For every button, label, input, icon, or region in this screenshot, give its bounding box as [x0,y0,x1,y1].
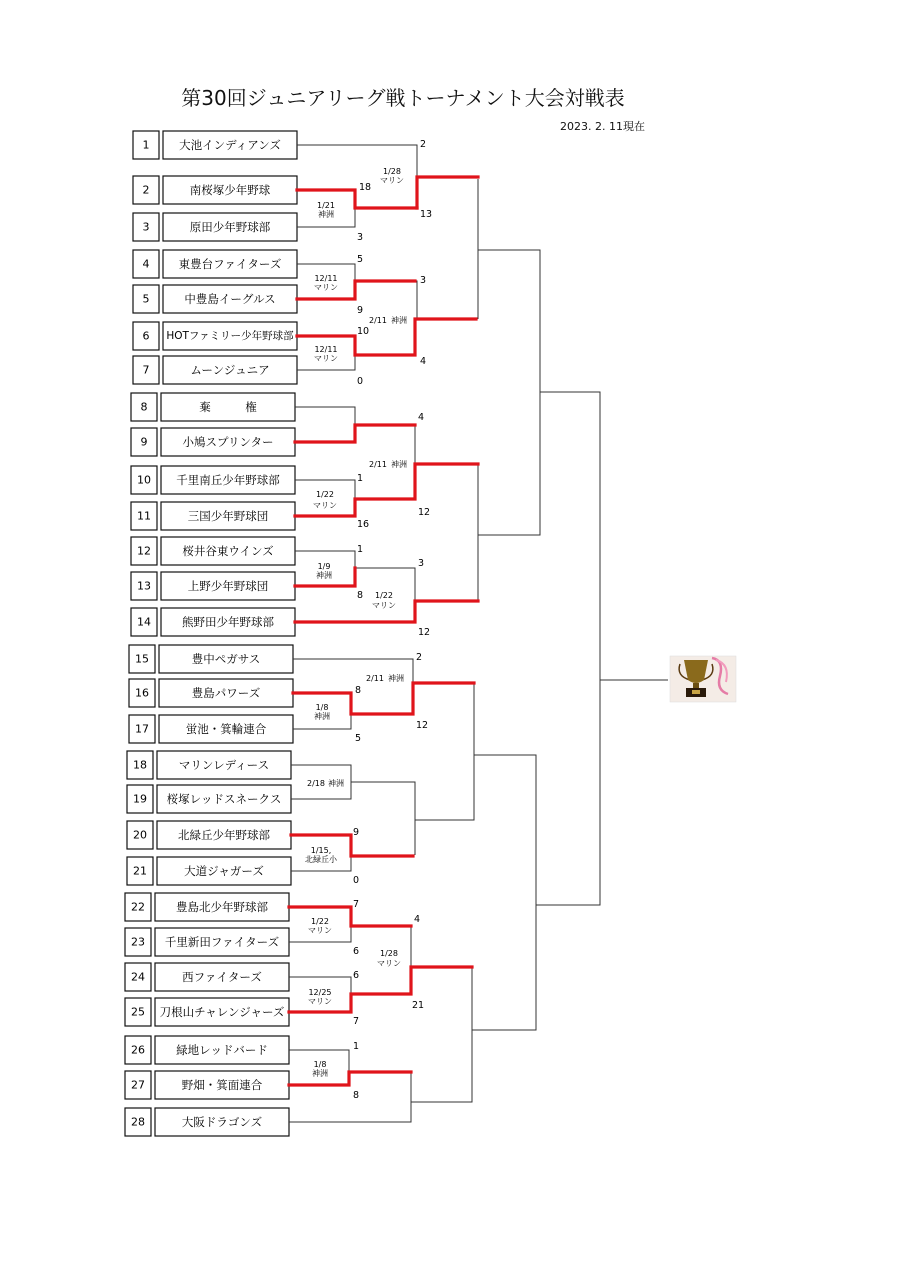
seed-number: 8 [140,400,148,414]
team-name: 棄 権 [199,400,257,414]
seed-number: 6 [142,329,150,343]
score: 4 [418,412,425,423]
winner-path [289,907,411,926]
bracket-line [411,905,536,1102]
match-date: 2/11 [366,674,384,683]
team-name: 刀根山チャレンジャーズ [159,1005,285,1019]
seed-number: 16 [135,686,149,700]
match-date: 1/8 [313,1060,327,1069]
team-name: 上野少年野球団 [187,579,269,593]
team-name: 大阪ドラゴンズ [181,1115,263,1129]
match-venue: 神洲 [314,712,330,721]
team-name: 豊島北少年野球部 [176,900,268,914]
score: 7 [353,899,360,910]
date-stamp: 2023. 2. 11現在 [560,120,645,133]
seed-number: 9 [140,435,148,449]
seed-number: 20 [133,828,147,842]
seed-number: 25 [131,1005,145,1019]
match-venue: マリン [314,283,338,292]
score: 12 [418,507,431,518]
team-row [127,751,291,779]
seed-number: 2 [142,183,150,197]
bracket-line [478,390,540,601]
score: 8 [353,1090,360,1101]
seed-number: 27 [131,1078,145,1092]
team-row [131,502,295,530]
team-row [131,393,295,421]
team-row [127,857,291,885]
team-name: 小鳩スプリンター [182,435,274,449]
seed-number: 17 [135,722,149,736]
bracket-line [295,407,355,442]
score: 6 [353,946,360,957]
team-row [125,1071,289,1099]
bracket-line [351,782,415,855]
bracket-lines [289,145,668,1122]
seed-number: 13 [137,579,151,593]
team-name: 東豊台ファイターズ [178,257,282,271]
match-venue: マリン [308,926,332,935]
winner-path [297,190,417,208]
score: 9 [353,827,360,838]
match-venue: マリン [308,997,332,1006]
team-row [133,285,297,313]
score: 2 [420,139,427,150]
team-row [125,1108,289,1136]
team-row [129,645,293,673]
match-date: 2/18 [307,779,325,788]
team-name: 千里新田ファイターズ [164,935,280,949]
seed-number: 12 [137,544,151,558]
seed-number: 11 [137,509,151,523]
match-venue: 神洲 [312,1069,328,1078]
page-title: 第30回ジュニアリーグ戦トーナメント大会対戦表 [181,86,625,110]
score: 6 [353,970,360,981]
score: 5 [355,733,362,744]
team-name: 豊中ペガサス [191,652,261,666]
team-name: 豊島パワーズ [191,686,261,700]
team-row [133,356,297,384]
bracket-line [355,425,415,464]
team-row [131,466,295,494]
winner-path [417,177,478,208]
seed-number: 3 [142,220,150,234]
bracket-line [415,683,536,905]
match-date: 1/22 [311,917,329,926]
match-venue: マリン [314,354,338,363]
team-row [133,213,297,241]
score: 4 [420,356,427,367]
team-row [133,322,297,350]
score: 18 [359,182,372,193]
team-name: 西ファイターズ [182,970,262,984]
match-date: 1/28 [380,949,398,958]
team-row [125,893,289,921]
match-date: 1/22 [375,591,393,600]
trophy-icon [670,656,736,702]
score: 5 [357,254,364,265]
team-row [133,250,297,278]
score: 12 [416,720,429,731]
team-name: 緑地レッドバード [176,1043,268,1057]
team-row [129,715,293,743]
match-date: 1/22 [316,490,334,499]
match-date: 1/28 [383,167,401,176]
score: 1 [353,1041,360,1052]
score: 8 [355,685,362,696]
seed-number: 15 [135,652,149,666]
match-date: 1/21 [317,201,335,210]
seed-number: 26 [131,1043,145,1057]
match-date: 2/11 [369,316,387,325]
match-venue: 神洲 [328,779,344,788]
seed-number: 24 [131,970,145,984]
team-name: 蛍池・箕輪連合 [185,722,267,736]
match-date: 2/11 [369,460,387,469]
seed-number: 18 [133,758,147,772]
match-venue: マリン [372,601,396,610]
score: 1 [357,544,364,555]
bracket-line [478,179,540,390]
score: 3 [418,558,425,569]
team-name: 三国少年野球団 [187,509,269,523]
match-date: 12/11 [314,345,338,354]
team-name: ムーンジュニア [190,363,270,377]
match-venue: マリン [313,501,337,510]
score: 2 [416,652,423,663]
seed-number: 21 [133,864,147,878]
winner-path [291,835,413,856]
seed-number: 19 [133,792,147,806]
team-row [125,1036,289,1064]
seed-number: 28 [131,1115,145,1129]
team-row [133,131,297,159]
team-row [129,679,293,707]
seed-number: 23 [131,935,145,949]
score: 8 [357,590,364,601]
team-row [127,785,291,813]
match-venue: マリン [380,176,404,185]
team-row [125,928,289,956]
score: 3 [357,232,364,243]
team-name: HOTファミリー少年野球部 [166,330,294,342]
team-name: 熊野田少年野球部 [182,615,274,629]
team-name: 中豊島イーグルス [184,292,276,306]
seed-number: 14 [137,615,151,629]
team-row [125,998,289,1026]
seed-number: 10 [137,473,151,487]
match-venue: 神洲 [316,571,332,580]
team-row [131,608,295,636]
match-venue: 北緑丘小 [305,855,337,864]
score: 9 [357,305,364,316]
score: 16 [357,519,370,530]
team-row [131,572,295,600]
score: 0 [357,376,364,387]
match-venue: マリン [377,959,401,968]
team-row [125,963,289,991]
team-name: 大道ジャガーズ [184,864,264,878]
team-name: 大池インディアンズ [179,138,281,152]
seed-number: 5 [142,292,150,306]
seed-number: 1 [142,138,150,152]
match-venue: 神洲 [391,460,407,469]
score: 0 [353,875,360,886]
match-venue: 神洲 [388,674,404,683]
score: 21 [412,1000,425,1011]
score: 4 [414,914,421,925]
winner-path [295,425,415,442]
seed-number: 7 [142,363,150,377]
team-list [125,131,297,1136]
match-venue: 神洲 [391,316,407,325]
team-name: 野畑・箕面連合 [181,1078,263,1092]
team-name: 南桜塚少年野球 [189,183,271,197]
team-row [133,176,297,204]
score: 3 [420,275,427,286]
match-venue: 神洲 [318,210,334,219]
team-name: マリンレディース [178,758,270,772]
team-name: 桜井谷東ウインズ [182,544,274,558]
score: 13 [420,209,433,220]
team-row [127,821,291,849]
match-date: 12/11 [314,274,338,283]
match-date: 1/9 [317,562,331,571]
match-date: 1/8 [315,703,329,712]
winner-path [289,1072,411,1085]
team-row [131,428,295,456]
score: 7 [353,1016,360,1027]
seed-number: 22 [131,900,145,914]
score: 1 [357,473,364,484]
match-date: 12/25 [308,988,332,997]
team-name: 原田少年野球部 [189,220,271,234]
match-date: 1/15, [310,846,332,855]
bracket-line [536,392,600,905]
team-name: 北緑丘少年野球部 [178,828,270,842]
bracket-line [355,281,417,319]
team-name: 桜塚レッドスネークス [166,792,282,806]
score: 10 [357,326,370,337]
team-row [131,537,295,565]
seed-number: 4 [142,257,150,271]
team-name: 千里南丘少年野球部 [176,473,280,487]
score: 12 [418,627,431,638]
